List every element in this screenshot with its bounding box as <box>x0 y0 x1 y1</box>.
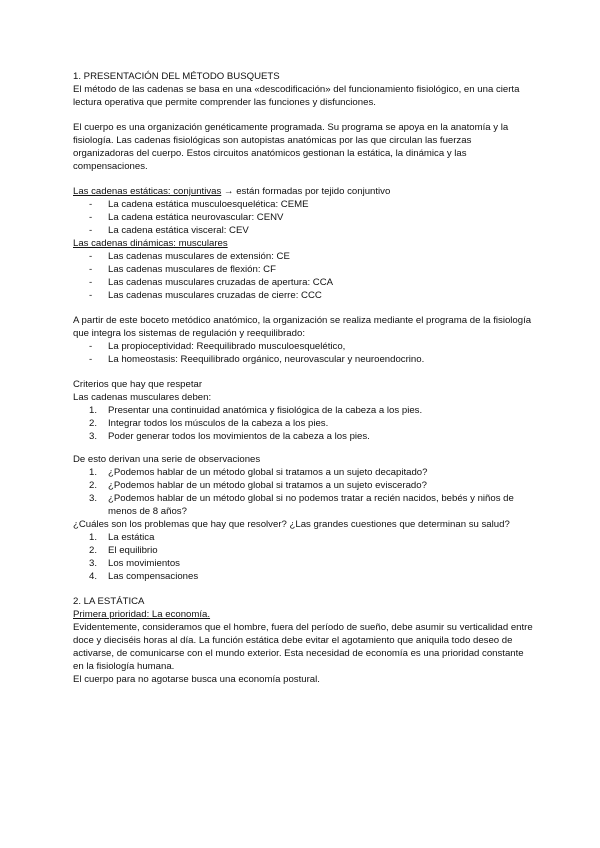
number-marker: 1. <box>89 405 98 416</box>
list-item <box>73 289 533 302</box>
dash-marker: - <box>89 277 93 288</box>
list-item <box>73 404 533 417</box>
number-marker: 2. <box>89 418 98 429</box>
criteria-list <box>73 404 533 443</box>
number-marker: 3. <box>89 558 98 569</box>
list-item <box>73 263 533 276</box>
problems-list <box>73 531 533 583</box>
list-item-text: La cadena estática visceral: CEV <box>108 225 249 236</box>
static-chains-tail: → están formadas por tejido conjuntivo <box>221 186 391 197</box>
list-item <box>73 492 533 518</box>
observations-intro: De esto derivan una serie de observaciones <box>73 454 261 465</box>
list-item-text: La cadena estática neurovascular: CENV <box>108 212 284 223</box>
list-item-text: Las compensaciones <box>108 571 199 582</box>
list-item <box>73 557 533 570</box>
static-chains-line <box>73 185 533 198</box>
number-marker: 3. <box>89 431 98 442</box>
dynamic-chains-heading: Las cadenas dinámicas: musculares <box>73 238 228 249</box>
list-item-text: La homeostasis: Reequilibrado orgánico, neurovascular y neuroendocrino. <box>108 354 425 365</box>
list-item-text: ¿Podemos hablar de un método global si no podemos tratar a recién nacidos, bebés y niños de menos de 8 años? <box>108 493 514 517</box>
list-item <box>73 250 533 263</box>
list-item-text: Presentar una continuidad anatómica y fisiológica de la cabeza a los pies. <box>108 405 423 416</box>
dynamic-chains-list <box>73 250 533 302</box>
list-item-text: ¿Podemos hablar de un método global si tratamos a un sujeto eviscerado? <box>108 480 427 491</box>
static-chains-list <box>73 198 533 237</box>
list-item <box>73 340 533 353</box>
dash-marker: - <box>89 199 93 210</box>
list-item <box>73 224 533 237</box>
list-item <box>73 531 533 544</box>
number-marker: 3. <box>89 493 98 504</box>
list-item-text: Poder generar todos los movimientos de la cabeza a los pies. <box>108 431 370 442</box>
number-marker: 2. <box>89 480 98 491</box>
list-item-text: Las cadenas musculares cruzadas de cierre: CCC <box>108 290 322 301</box>
criteria-intro: Las cadenas musculares deben: <box>73 392 212 403</box>
list-item <box>73 417 533 430</box>
section1-title: 1. PRESENTACIÓN DEL MÉTODO BUSQUETS <box>73 71 280 82</box>
list-item-text: El equilibrio <box>108 545 158 556</box>
section2-paragraph-1: Evidentemente, consideramos que el hombre, fuera del período de sueño, debe asumir su verticalidad entre doce y dieciséis horas al día. La función estática debe evitar el agotamiento que aniquila todo deseo de activarse, de comunicarse con el mundo exterior. Esta necesidad de economía es una prioridad constante en la fisiología humana. <box>73 622 533 672</box>
section1-paragraph-3: A partir de este boceto metódico anatómico, la organización se realiza mediante el programa de la fisiología que integra los sistemas de regulación y reequilibrado: <box>73 315 532 339</box>
document-page <box>73 70 533 686</box>
list-item <box>73 479 533 492</box>
criteria-heading: Criterios que hay que respetar <box>73 379 203 390</box>
list-item-text: Las cadenas musculares cruzadas de apertura: CCA <box>108 277 334 288</box>
section2-priority: Primera prioridad: La economía. <box>73 609 211 620</box>
dash-marker: - <box>89 225 93 236</box>
number-marker: 1. <box>89 467 98 478</box>
number-marker: 2. <box>89 545 98 556</box>
section2-title: 2. LA ESTÁTICA <box>73 596 145 607</box>
observations-list <box>73 466 533 518</box>
list-item <box>73 466 533 479</box>
dash-marker: - <box>89 354 93 365</box>
list-item <box>73 276 533 289</box>
dash-marker: - <box>89 341 93 352</box>
regulation-list <box>73 340 533 366</box>
dash-marker: - <box>89 264 93 275</box>
section1-paragraph-1: El método de las cadenas se basa en una «descodificación» del funcionamiento fisiológico, en una cierta lectura operativa que permite comprender las funciones y disfunciones. <box>73 84 520 108</box>
list-item <box>73 211 533 224</box>
dash-marker: - <box>89 212 93 223</box>
list-item-text: La propioceptividad: Reequilibrado musculoesquelético, <box>108 341 346 352</box>
dash-marker: - <box>89 290 93 301</box>
list-item-text: La estática <box>108 532 155 543</box>
list-item-text: ¿Podemos hablar de un método global si tratamos a un sujeto decapitado? <box>108 467 428 478</box>
dash-marker: - <box>89 251 93 262</box>
list-item <box>73 570 533 583</box>
list-item-text: Las cadenas musculares de extensión: CE <box>108 251 290 262</box>
list-item-text: La cadena estática musculoesquelética: CEME <box>108 199 309 210</box>
list-item-text: Las cadenas musculares de flexión: CF <box>108 264 276 275</box>
list-item-text: Integrar todos los músculos de la cabeza a los pies. <box>108 418 329 429</box>
number-marker: 4. <box>89 571 98 582</box>
section1-paragraph-2: El cuerpo es una organización genéticamente programada. Su programa se apoya en la anatomía y la fisiología. Las cadenas fisiológicas son autopistas anatómicas por las que circulan las fuerzas organizadoras del cuerpo. Estos circuitos anatómicos gestionan la estática, la dinámica y las compensaciones. <box>73 122 509 172</box>
list-item <box>73 198 533 211</box>
problems-question: ¿Cuáles son los problemas que hay que resolver? ¿Las grandes cuestiones que determinan su salud? <box>73 519 510 530</box>
list-item <box>73 353 533 366</box>
list-item <box>73 544 533 557</box>
section2-paragraph-2: El cuerpo para no agotarse busca una economía postural. <box>73 674 320 685</box>
static-chains-heading: Las cadenas estáticas: conjuntivas <box>73 186 222 197</box>
number-marker: 1. <box>89 532 98 543</box>
list-item-text: Los movimientos <box>108 558 180 569</box>
list-item <box>73 430 533 443</box>
